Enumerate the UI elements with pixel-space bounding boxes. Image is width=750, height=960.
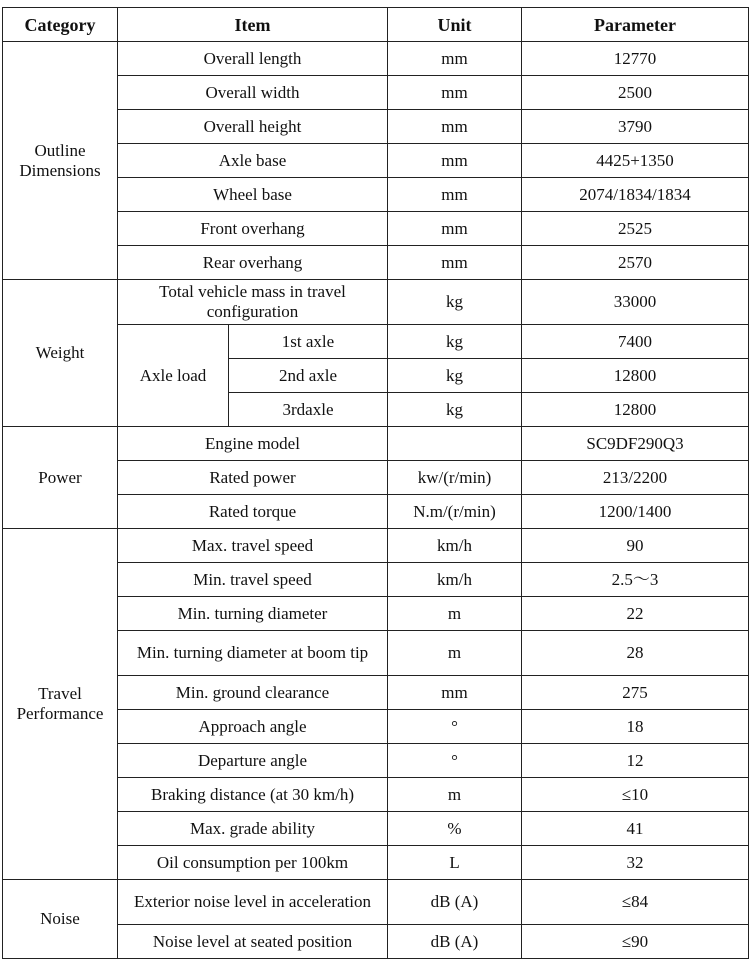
item-cell: Max. grade ability bbox=[118, 812, 388, 846]
parameter-cell: 2.5～3 bbox=[522, 563, 749, 597]
unit-cell: kg bbox=[388, 359, 522, 393]
parameter-cell: 2525 bbox=[522, 212, 749, 246]
parameter-cell: 7400 bbox=[522, 325, 749, 359]
item-cell: Exterior noise level in acceleration bbox=[118, 880, 388, 925]
header-unit: Unit bbox=[388, 8, 522, 42]
unit-cell: mm bbox=[388, 212, 522, 246]
parameter-cell: ≤10 bbox=[522, 778, 749, 812]
unit-cell: m bbox=[388, 778, 522, 812]
category-outline-dimensions: Outline Dimensions bbox=[3, 42, 118, 280]
item-cell: Overall width bbox=[118, 76, 388, 110]
unit-cell: N.m/(r/min) bbox=[388, 495, 522, 529]
item-cell: Min. turning diameter at boom tip bbox=[118, 631, 388, 676]
unit-cell: dB (A) bbox=[388, 925, 522, 959]
table-row bbox=[3, 280, 749, 325]
item-cell: Max. travel speed bbox=[118, 529, 388, 563]
parameter-cell: ≤84 bbox=[522, 880, 749, 925]
unit-cell: mm bbox=[388, 246, 522, 280]
spec-sheet bbox=[0, 7, 750, 959]
item-cell: Engine model bbox=[118, 427, 388, 461]
item-cell: 1st axle bbox=[229, 325, 388, 359]
header-row bbox=[3, 8, 749, 42]
unit-cell: mm bbox=[388, 676, 522, 710]
table-row bbox=[3, 529, 749, 563]
unit-cell: m bbox=[388, 597, 522, 631]
category-travel-performance: Travel Performance bbox=[3, 529, 118, 880]
parameter-cell: 12 bbox=[522, 744, 749, 778]
parameter-cell: 12770 bbox=[522, 42, 749, 76]
parameter-cell: 1200/1400 bbox=[522, 495, 749, 529]
parameter-cell: 2074/1834/1834 bbox=[522, 178, 749, 212]
item-cell: Wheel base bbox=[118, 178, 388, 212]
item-cell: Braking distance (at 30 km/h) bbox=[118, 778, 388, 812]
unit-cell: kg bbox=[388, 280, 522, 325]
item-cell: Axle base bbox=[118, 144, 388, 178]
header-category: Category bbox=[3, 8, 118, 42]
unit-cell: kg bbox=[388, 325, 522, 359]
unit-cell bbox=[388, 427, 522, 461]
unit-cell: mm bbox=[388, 178, 522, 212]
axle-load-label: Axle load bbox=[118, 325, 229, 427]
unit-cell: kw/(r/min) bbox=[388, 461, 522, 495]
parameter-cell: 213/2200 bbox=[522, 461, 749, 495]
unit-cell: % bbox=[388, 812, 522, 846]
item-cell: Min. travel speed bbox=[118, 563, 388, 597]
unit-cell: kg bbox=[388, 393, 522, 427]
unit-cell: m bbox=[388, 631, 522, 676]
item-cell: Rear overhang bbox=[118, 246, 388, 280]
item-cell: Rated torque bbox=[118, 495, 388, 529]
category-noise: Noise bbox=[3, 880, 118, 959]
parameter-cell: 12800 bbox=[522, 359, 749, 393]
unit-cell: ° bbox=[388, 710, 522, 744]
parameter-cell: 90 bbox=[522, 529, 749, 563]
unit-cell: km/h bbox=[388, 529, 522, 563]
unit-cell: L bbox=[388, 846, 522, 880]
parameter-cell: ≤90 bbox=[522, 925, 749, 959]
item-cell: Min. turning diameter bbox=[118, 597, 388, 631]
item-cell: Rated power bbox=[118, 461, 388, 495]
unit-cell: mm bbox=[388, 144, 522, 178]
unit-cell: mm bbox=[388, 76, 522, 110]
table-row bbox=[3, 42, 749, 76]
parameter-cell: 18 bbox=[522, 710, 749, 744]
parameter-cell: SC9DF290Q3 bbox=[522, 427, 749, 461]
parameter-cell: 3790 bbox=[522, 110, 749, 144]
parameter-cell: 4425+1350 bbox=[522, 144, 749, 178]
item-cell: Overall length bbox=[118, 42, 388, 76]
parameter-cell: 2500 bbox=[522, 76, 749, 110]
parameter-cell: 12800 bbox=[522, 393, 749, 427]
parameter-cell: 275 bbox=[522, 676, 749, 710]
category-weight: Weight bbox=[3, 280, 118, 427]
unit-cell: dB (A) bbox=[388, 880, 522, 925]
header-item: Item bbox=[118, 8, 388, 42]
parameter-cell: 22 bbox=[522, 597, 749, 631]
item-cell: Approach angle bbox=[118, 710, 388, 744]
unit-cell: ° bbox=[388, 744, 522, 778]
table-row bbox=[3, 427, 749, 461]
item-cell: Departure angle bbox=[118, 744, 388, 778]
parameter-cell: 41 bbox=[522, 812, 749, 846]
item-cell: Total vehicle mass in travel configuration bbox=[118, 280, 388, 325]
parameter-cell: 28 bbox=[522, 631, 749, 676]
item-cell: Oil consumption per 100km bbox=[118, 846, 388, 880]
unit-cell: mm bbox=[388, 110, 522, 144]
unit-cell: km/h bbox=[388, 563, 522, 597]
item-cell: 3rdaxle bbox=[229, 393, 388, 427]
category-power: Power bbox=[3, 427, 118, 529]
item-cell: Min. ground clearance bbox=[118, 676, 388, 710]
parameter-cell: 2570 bbox=[522, 246, 749, 280]
header-parameter: Parameter bbox=[522, 8, 749, 42]
spec-table bbox=[2, 7, 749, 959]
parameter-cell: 33000 bbox=[522, 280, 749, 325]
unit-cell: mm bbox=[388, 42, 522, 76]
item-cell: 2nd axle bbox=[229, 359, 388, 393]
table-row bbox=[3, 880, 749, 925]
item-cell: Front overhang bbox=[118, 212, 388, 246]
item-cell: Noise level at seated position bbox=[118, 925, 388, 959]
parameter-cell: 32 bbox=[522, 846, 749, 880]
item-cell: Overall height bbox=[118, 110, 388, 144]
